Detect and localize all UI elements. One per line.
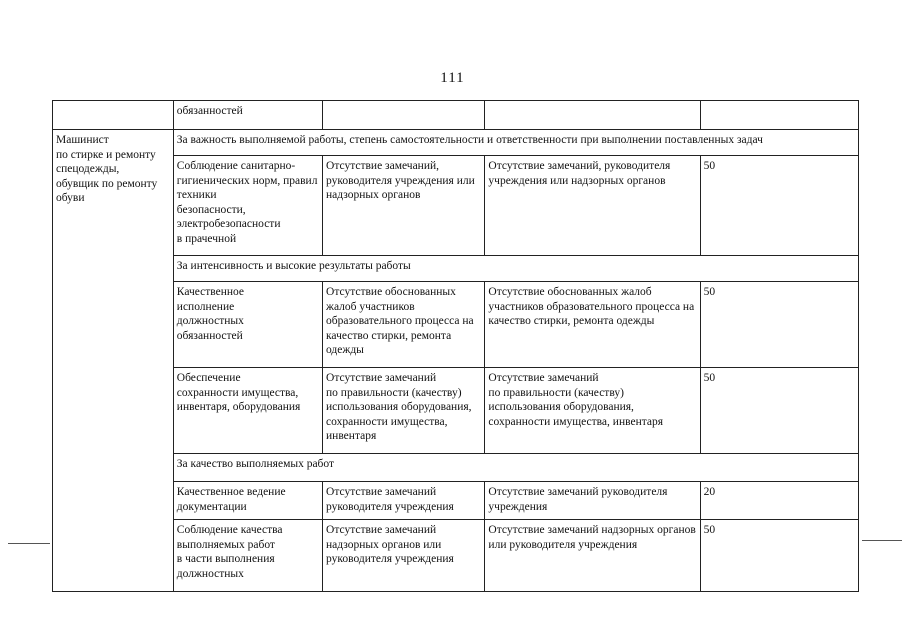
points-cell: 50 — [700, 282, 858, 368]
condition-cell: Отсутствие обоснованных жалоб участников образовательного процесса на качество стирки, ремонта одежды — [485, 282, 700, 368]
section-heading: За интенсивность и высокие результаты работы — [173, 256, 858, 282]
indicator-cell: Обеспечение сохранности имущества, инвентаря, оборудования — [173, 368, 322, 454]
table-cell — [485, 101, 700, 130]
left-margin-mark — [8, 543, 50, 544]
condition-cell: Отсутствие замечаний руководителя учреждения — [485, 482, 700, 520]
page-number: 111 — [440, 70, 465, 86]
section-heading: За качество выполняемых работ — [173, 454, 858, 482]
points-cell: 50 — [700, 520, 858, 592]
criteria-table — [52, 100, 859, 592]
indicator-cell: Соблюдение санитарно-гигиенических норм, правил техники безопасности, электробезопасности в прачечной — [173, 156, 322, 256]
section-row — [53, 454, 859, 482]
criterion-cell: Отсутствие замечаний по правильности (качеству) использования оборудования, сохранности имущества, инвентаря — [323, 368, 485, 454]
indicator-cell: Соблюдение качества выполняемых работ в части выполнения должностных — [173, 520, 322, 592]
section-row — [53, 256, 859, 282]
indicator-cell: Качественное ведение документации — [173, 482, 322, 520]
condition-cell: Отсутствие замечаний надзорных органов или руководителя учреждения — [485, 520, 700, 592]
criterion-cell: Отсутствие замечаний, руководителя учреждения или надзорных органов — [323, 156, 485, 256]
criterion-cell: Отсутствие замечаний руководителя учреждения — [323, 482, 485, 520]
indicator-cell: Качественное исполнение должностных обязанностей — [173, 282, 322, 368]
table-cell — [53, 101, 174, 130]
table-cell — [700, 101, 858, 130]
condition-cell: Отсутствие замечаний, руководителя учреждения или надзорных органов — [485, 156, 700, 256]
position-title-cell: Машинист по стирке и ремонту спецодежды, обувщик по ремонту обуви — [53, 130, 174, 592]
criterion-cell: Отсутствие замечаний надзорных органов или руководителя учреждения — [323, 520, 485, 592]
indicator-cell: обязанностей — [173, 101, 322, 130]
right-margin-mark — [862, 540, 902, 541]
table-row — [53, 101, 859, 130]
points-cell: 50 — [700, 368, 858, 454]
section-row — [53, 130, 859, 156]
table-row — [53, 282, 859, 368]
table-cell — [323, 101, 485, 130]
section-heading: За важность выполняемой работы, степень самостоятельности и ответственности при выполнении поставленных задач — [173, 130, 858, 156]
table-row — [53, 520, 859, 592]
points-cell: 20 — [700, 482, 858, 520]
table-row — [53, 368, 859, 454]
table-row — [53, 156, 859, 256]
condition-cell: Отсутствие замечаний по правильности (качеству) использования оборудования, сохранности имущества, инвентаря — [485, 368, 700, 454]
criterion-cell: Отсутствие обоснованных жалоб участников образовательного процесса на качество стирки, ремонта одежды — [323, 282, 485, 368]
points-cell: 50 — [700, 156, 858, 256]
table-row — [53, 482, 859, 520]
